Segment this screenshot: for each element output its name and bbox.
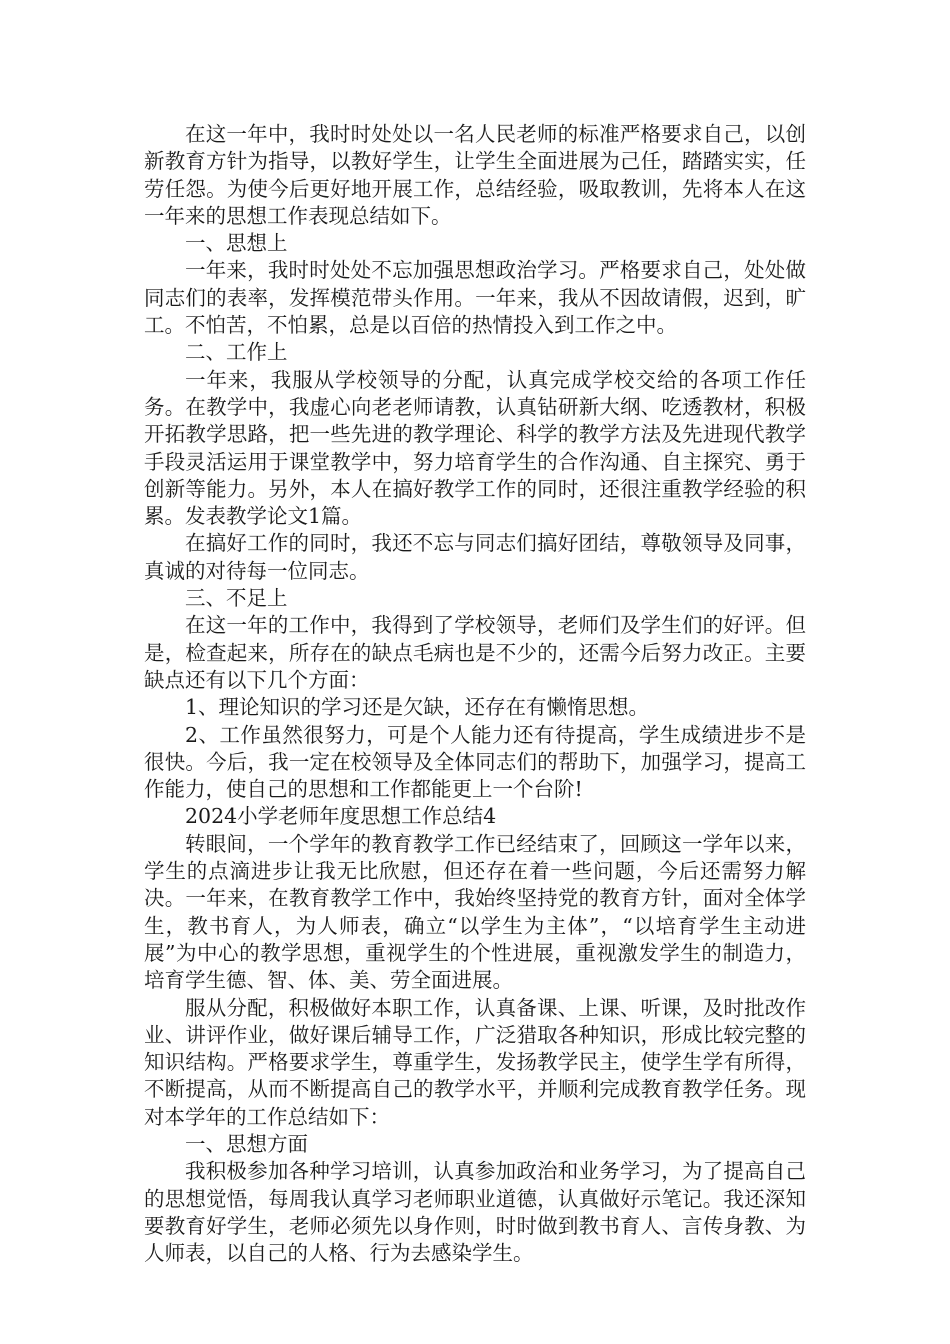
paragraph-review: 转眼间，一个学年的教育教学工作已经结束了，回顾这一学年以来，学生的点滴进步让我无比欣慰，但还存在着一些问题，今后还需努力解决。一年来，在教育教学工作中，我始终坚持党的教育方针，面对全体学生，教书育人，为人师表，确立“以学生为主体”，“以培育学生主动进展”为中心的教学思想，重视学生的个性进展，重视激发学生的制造力，培育学生德、智、体、美、劳全面进展。 — [144, 831, 806, 993]
section-heading-thought: 一、思想上 — [185, 231, 288, 256]
section-heading-work: 二、工作上 — [185, 340, 288, 365]
paragraph-shortcomings: 在这一年的工作中，我得到了学校领导，老师们及学生们的好评。但是，检查起来，所存在的缺点毛病也是不少的，还需今后努力改正。主要缺点还有以下几个方面： — [144, 613, 806, 692]
paragraph-unity: 在搞好工作的同时，我还不忘与同志们搞好团结，尊敬领导及同事，真诚的对待每一位同志。 — [144, 531, 806, 583]
paragraph-duties: 服从分配，积极做好本职工作，认真备课、上课、听课，及时批改作业、讲评作业，做好课后辅导工作，广泛猎取各种知识，形成比较完整的知识结构。严格要求学生，尊重学生，发扬教学民主，使学生学有所得，不断提高，从而不断提高自己的教学水平，并顺利完成教育教学任务。现对本学年的工作总结如下： — [144, 995, 806, 1129]
list-item-shortcoming-2: 2、工作虽然很努力，可是个人能力还有待提高，学生成绩进步不是很快。今后，我一定在校领导及全体同志们的帮助下，加强学习，提高工作能力，使自己的思想和工作都能更上一个台阶! — [144, 722, 806, 802]
list-item-shortcoming-1: 1、理论知识的学习还是欠缺，还存在有懒惰思想。 — [185, 695, 650, 720]
paragraph-intro: 在这一年中，我时时处处以一名人民老师的标准严格要求自己，以创新教育方针为指导，以教好学生，让学生全面进展为己任，踏踏实实，任劳任怨。为使今后更好地开展工作，总结经验，吸取教训，先将本人在这一年来的思想工作表现总结如下。 — [144, 122, 806, 228]
section-heading-thought-aspect: 一、思想方面 — [185, 1131, 308, 1156]
paragraph-study: 我积极参加各种学习培训，认真参加政治和业务学习，为了提高自己的思想觉悟，每周我认真学习老师职业道德，认真做好示笔记。我还深知要教育好学生，老师必须先以身作则，时时做到教书育人、言传身教、为人师表，以自己的人格、行为去感染学生。 — [144, 1159, 806, 1266]
section-heading-shortcomings: 三、不足上 — [185, 586, 288, 611]
paragraph-work: 一年来，我服从学校领导的分配，认真完成学校交给的各项工作任务。在教学中，我虚心向老老师请教，认真钻研新大纲、吃透教材，积极开拓教学思路，把一些先进的教学理论、科学的教学方法及先进现代教学手段灵活运用于课堂教学中，努力培育学生的合作沟通、自主探究、勇于创新等能力。另外，本人在搞好教学工作的同时，还很注重教学经验的积累。发表教学论文1篇。 — [144, 367, 806, 529]
document-title-summary-4: 2024小学老师年度思想工作总结4 — [185, 804, 497, 829]
document-body — [144, 121, 806, 1267]
paragraph-thought: 一年来，我时时处处不忘加强思想政治学习。严格要求自己，处处做同志们的表率，发挥模范带头作用。一年来，我从不因故请假，迟到，旷工。不怕苦，不怕累，总是以百倍的热情投入到工作之中。 — [144, 258, 806, 338]
